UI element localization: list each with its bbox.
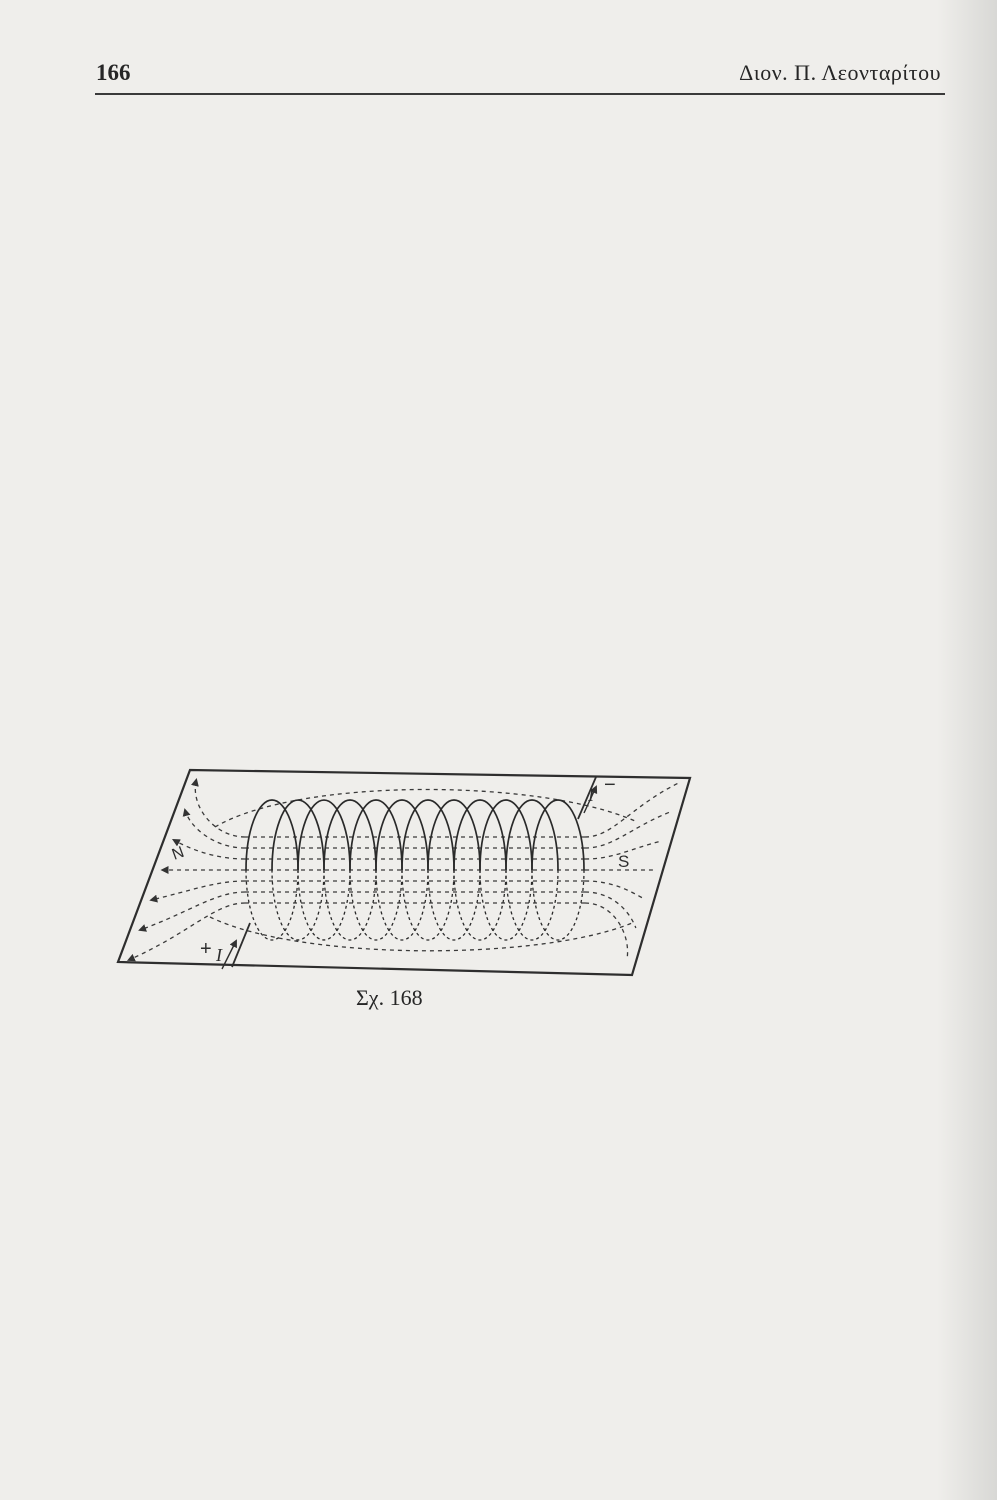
minus-terminal-label: −: [604, 774, 616, 796]
field-line-right: [585, 881, 644, 899]
text-line: [733, 1008, 950, 1042]
text-line: [108, 1112, 945, 1146]
text-line: [108, 539, 945, 575]
text-line: [108, 1282, 945, 1316]
text-line: [108, 575, 945, 611]
text-line: [108, 1180, 945, 1214]
text-line: [108, 504, 945, 540]
text-line: [108, 681, 945, 717]
field-line-right: [585, 892, 636, 928]
field-line-left: [195, 780, 245, 837]
field-line-left: [185, 810, 245, 848]
page-number: 166: [96, 60, 131, 85]
field-line-right: [585, 903, 628, 957]
text-line: [108, 257, 945, 293]
conclusion-line: [733, 906, 950, 940]
field-line-outer-top: [215, 789, 635, 827]
text-line: [108, 115, 945, 151]
text-line: [108, 222, 945, 258]
conclusion-line: [733, 974, 950, 1008]
text-line: [108, 1078, 945, 1112]
south-pole-label: S: [618, 852, 630, 871]
field-lines: [129, 780, 679, 960]
text-line: [108, 468, 945, 504]
section-heading: [108, 397, 945, 433]
text-line: [108, 186, 945, 222]
text-line: [108, 646, 945, 682]
field-line-right: [585, 783, 679, 837]
conclusion-line: [733, 940, 950, 974]
field-line-left: [140, 892, 245, 930]
text-line: [108, 717, 945, 753]
conclusion-box: [733, 770, 950, 1042]
text-line: [108, 1248, 945, 1282]
solenoid-figure: [110, 755, 710, 995]
field-line-left: [151, 881, 245, 900]
text-line: [108, 433, 945, 469]
text-line: [108, 293, 945, 329]
plus-terminal-label: +: [200, 938, 212, 960]
running-header-author: Διον. Π. Λεονταρίτου: [739, 60, 941, 85]
current-label-in: I: [216, 945, 222, 965]
continued-text: [108, 1044, 945, 1384]
text-line: [108, 1214, 945, 1248]
conclusion-line: [733, 838, 950, 872]
text-line: [108, 151, 945, 187]
text-line: [108, 610, 945, 646]
figure-caption: Σχ. 168: [356, 985, 423, 1010]
conclusion-line: [733, 872, 950, 906]
conclusion-line: [733, 804, 950, 838]
intro-text: [108, 115, 945, 364]
conclusion-line: [733, 770, 950, 804]
current-label-out: I: [588, 785, 594, 805]
header-rule: [95, 93, 945, 95]
text-line: [108, 328, 945, 364]
text-line: [108, 1146, 945, 1180]
text-line: [108, 1350, 945, 1384]
field-line-left: [129, 903, 245, 960]
text-line: [108, 1044, 945, 1078]
north-pole-label: N: [169, 843, 187, 864]
section-149: [108, 397, 945, 752]
text-line: [108, 1316, 945, 1350]
